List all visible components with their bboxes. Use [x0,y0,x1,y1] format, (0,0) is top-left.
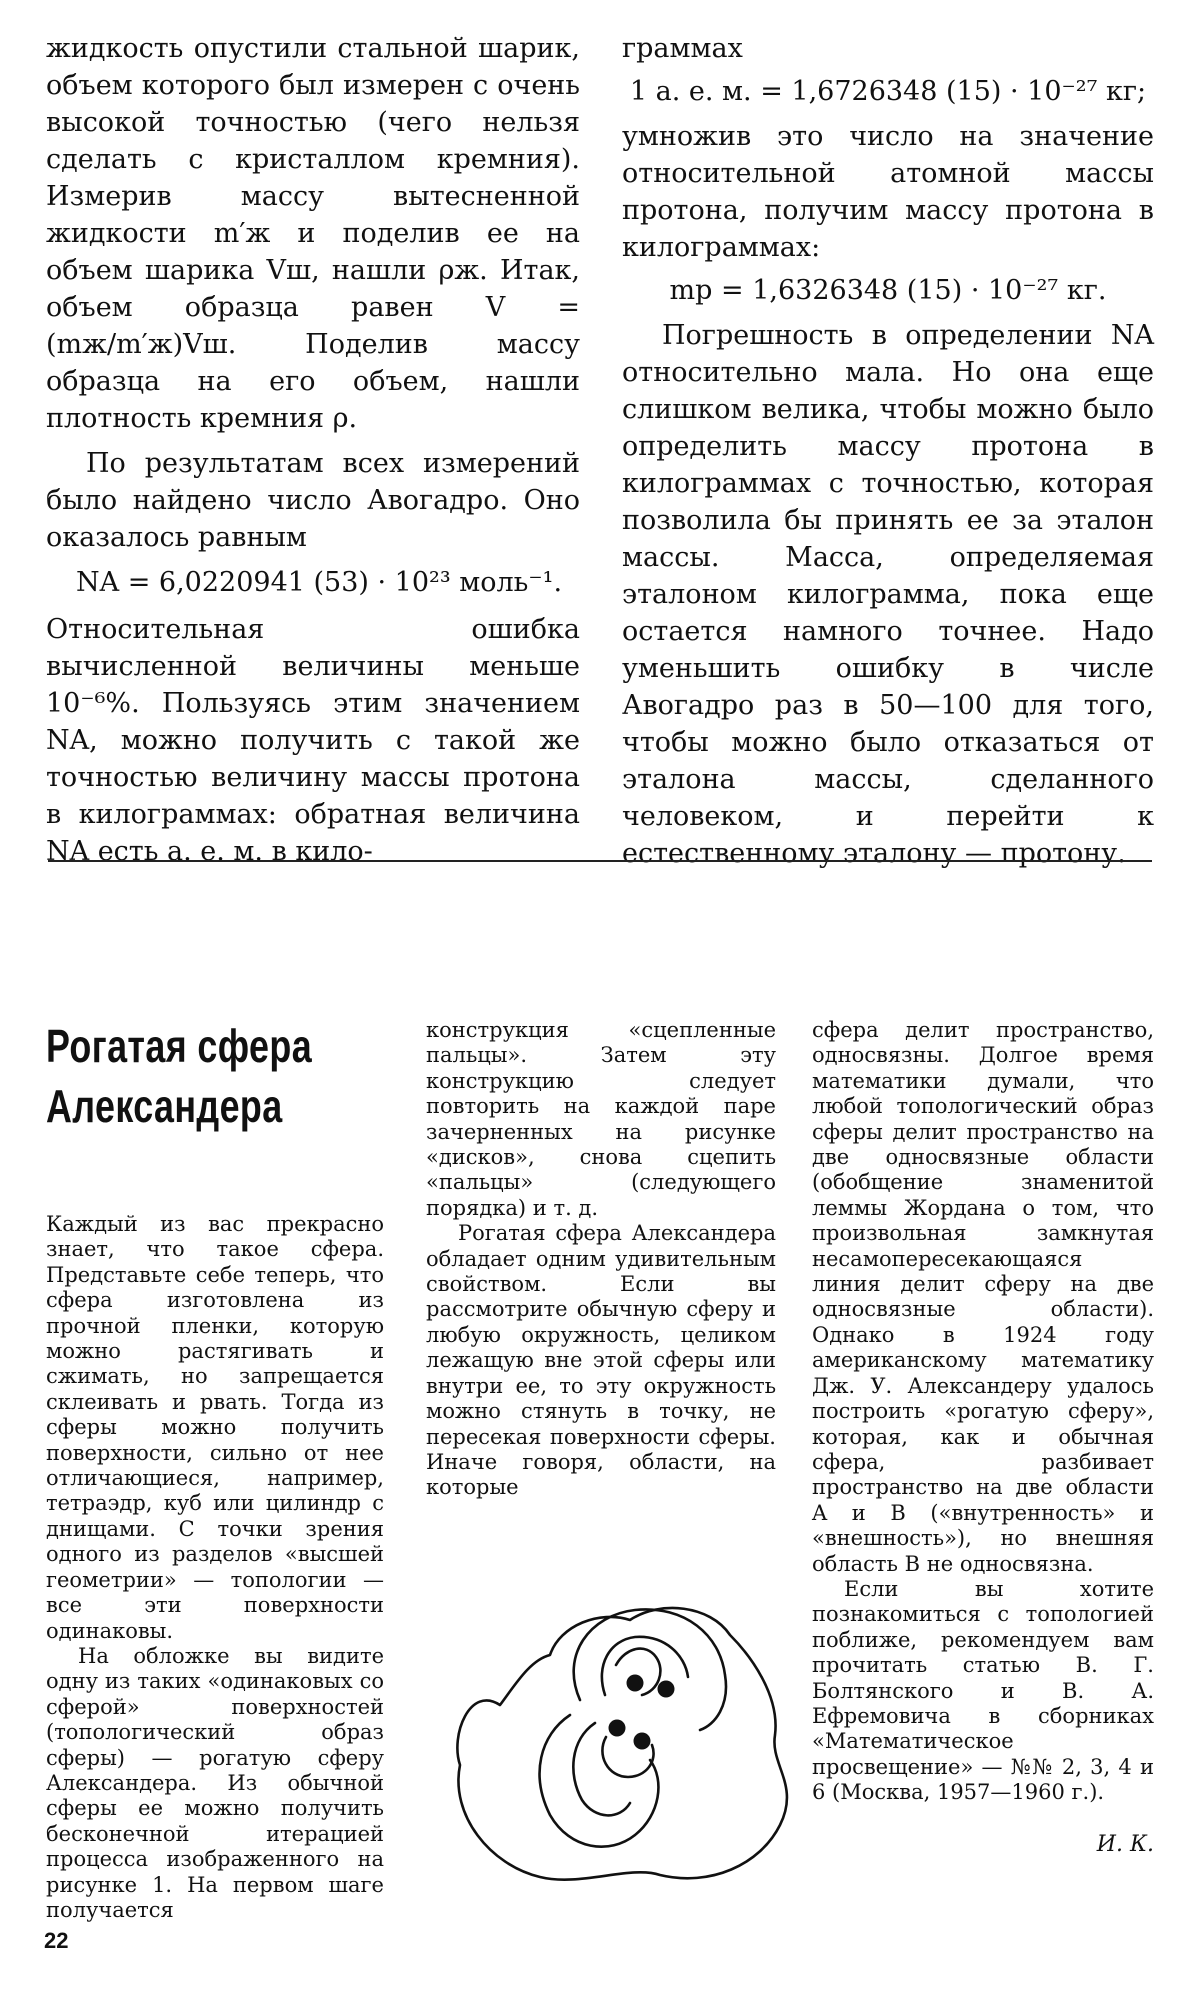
page-number: 22 [44,1928,69,1953]
disc-3 [609,1720,626,1737]
article-title-line-1: Рогатая сфера [46,1020,313,1072]
top-left-paragraph-3: Относительная ошибка вычисленной величины меньше 10⁻⁶%. Пользуясь этим значением NA, можно получить с такой же точностью величину массы протона в килограммах: обратная величина NA есть а. е. м. в кило- [46,614,580,867]
article-col1-paragraph-2: На обложке вы видите одну из таких «одинаковых со сферой» поверхностей (топологический образ сферы) — рогатую сферу Александера. Из обычной сферы ее можно получить бесконечной итерацией процесса изображенного на рисунке 1. На первом шаге получается [46,1643,384,1922]
disc-1 [627,1675,644,1692]
top-right-paragraph-2: умножив это число на значение относительной атомной массы протона, получим массу протона в килограммах: [622,121,1154,263]
horn-lower-inner [573,1723,630,1815]
horn-upper-outer [574,1609,726,1730]
article-col2-paragraph-2: Рогатая сфера Александера обладает одним удивительным свойством. Если вы рассмотрите обычную сферу и любую окружность, целиком лежащую вне этой сферы или внутри ее, то эту окружность можно стянуть в точку, не пересекая поверхности сферы. Иначе говоря, области, на которые [426,1221,776,1500]
top-right-column [622,30,1154,872]
article-column-1 [46,1212,384,1923]
article-col3-paragraph-2: Если вы хотите познакомиться с топологией поближе, рекомендуем вам прочитать статью В. Г. Болтянского и В. А. Ефремовича в сборниках «Математическое просвещение» — №№ 2, 3, 4 и 6 (Москва, 1957—1960 г.). [812,1576,1154,1805]
disc-4 [634,1733,651,1750]
top-left-paragraph-1: жидкость опустили стальной шарик, объем которого был измерен с очень высокой точностью (чего нельзя сделать с кристаллом кремния). Измерив массу вытесненной жидкости m′ж и поделив ее на объем шарика Vш, нашли ρж. Итак, объем образца равен V = (mж/m′ж)Vш. Поделив массу образца на его объем, нашли плотность кремния ρ. [46,33,580,434]
top-right-paragraph-1: граммах [622,33,743,64]
amu-formula: 1 а. е. м. = 1,6726348 (15) · 10⁻²⁷ кг; [629,76,1147,107]
horned-sphere-figure [430,1565,820,1895]
top-right-paragraph-3: Погрешность в определении NA относительно мала. Но она еще слишком велика, чтобы можно было определить массу протона в килограммах с точностью, которая позволила бы принять ее за эталон массы. Масса, определяемая эталоном килограмма, пока еще остается намного точнее. Надо уменьшить ошибку в числе Авогадро раз в 50—100 для того, чтобы можно было отказаться от эталона массы, сделанного человеком, и перейти к естественному эталону — протону. [622,320,1154,869]
article-title [46,1016,342,1136]
avogadro-formula: NA = 6,0220941 (53) · 10²³ моль⁻¹. [76,567,563,598]
article-column-3 [812,1018,1154,1806]
author-signature: И. К. [1096,1832,1154,1857]
article-col2-paragraph-1: конструкция «сцепленные пальцы». Затем эту конструкцию следует повторить на каждой паре зачерненных на рисунке «дисков», снова сцепить «пальцы» (следующего порядка) и т. д. [426,1018,776,1220]
proton-mass-formula: mp = 1,6326348 (15) · 10⁻²⁷ кг. [669,275,1107,306]
top-left-paragraph-2: По результатам всех измерений было найдено число Авогадро. Оно оказалось равным [46,448,580,553]
sphere-outline [457,1608,787,1880]
disc-2 [658,1681,675,1698]
article-column-2 [426,1018,776,1501]
horn-upper-inner [602,1637,688,1695]
article-title-line-2: Александера [46,1080,283,1132]
section-divider [48,860,1152,862]
top-left-column [46,30,580,870]
article-col3-paragraph-1: сфера делит пространство, односвязны. Долгое время математики думали, что любой топологический образ сферы делит пространство на две односвязные области (обобщение знаменитой леммы Жордана о том, что произвольная замкнутая несамопересекающаяся линия делит сферу на две односвязные области). Однако в 1924 году американскому математику Дж. У. Александеру удалось построить «рогатую сферу», которая, как и обычная сфера, разбивает пространство на две области A и B («внутренность» и «внешность»), но внешняя область B не односвязна. [812,1018,1154,1576]
article-col1-paragraph-1: Каждый из вас прекрасно знает, что такое сфера. Представьте себе теперь, что сфера изготовлена из прочной пленки, которую можно растягивать и сжимать, но запрещается склеивать и рвать. Тогда из сферы можно получить поверхности, сильно от нее отличающиеся, например, тетраэдр, куб или цилиндр с днищами. С точки зрения одного из разделов «высшей геометрии» — топологии — все эти поверхности одинаковы. [46,1212,384,1643]
